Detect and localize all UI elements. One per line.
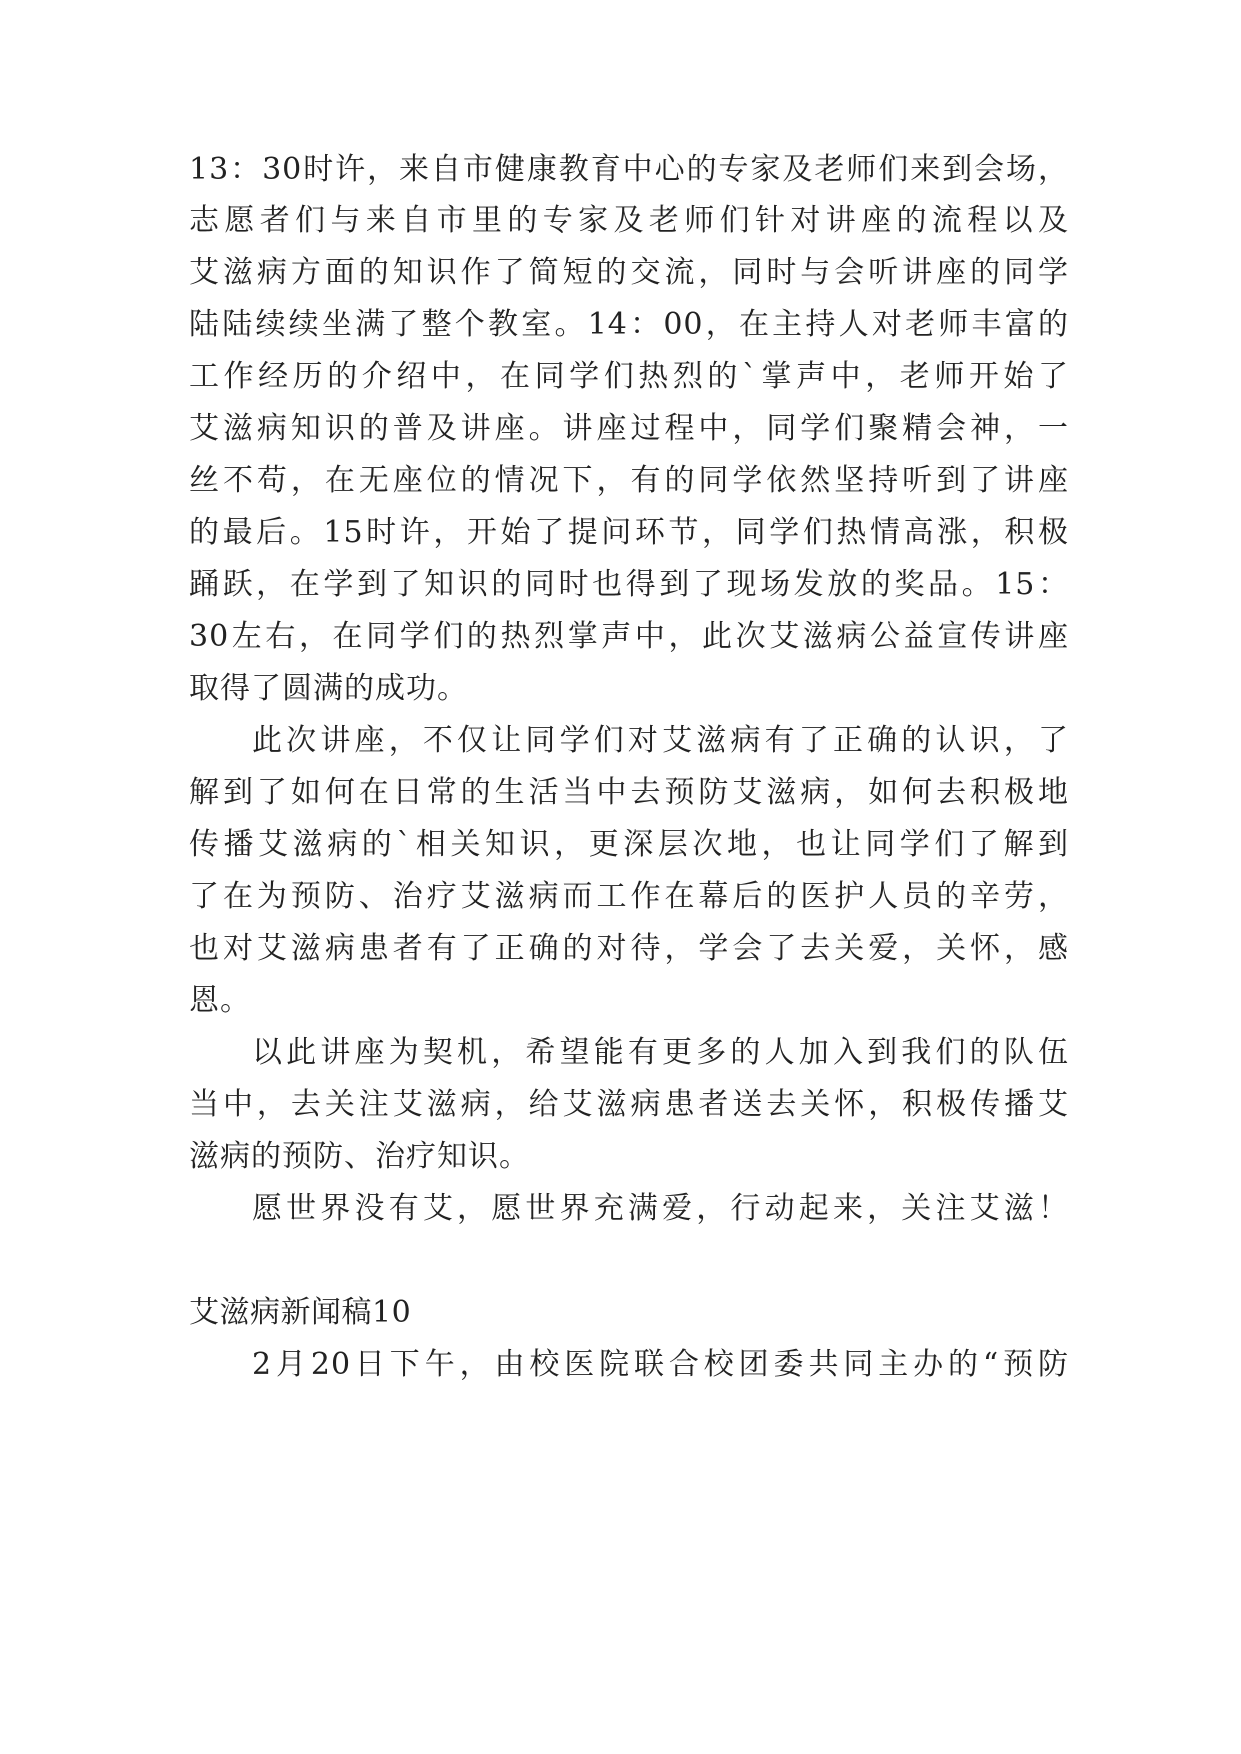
text-line: 恩。 xyxy=(189,983,251,1018)
text-line: 的最后。15时许，开始了提问环节，同学们热情高涨，积极 xyxy=(189,515,1069,550)
text-line: 30左右，在同学们的热烈掌声中，此次艾滋病公益宣传讲座 xyxy=(189,619,1069,654)
paragraph-first-line: 此次讲座，不仅让同学们对艾滋病有了正确的认识，了 xyxy=(252,723,1069,758)
text-line: 丝不苟，在无座位的情况下，有的同学依然坚持听到了讲座 xyxy=(189,463,1069,498)
text-line: 当中，去关注艾滋病，给艾滋病患者送去关怀，积极传播艾 xyxy=(189,1087,1069,1122)
text-line: 传播艾滋病的`相关知识，更深层次地，也让同学们了解到 xyxy=(189,827,1069,862)
text-line: 了在为预防、治疗艾滋病而工作在幕后的医护人员的辛劳， xyxy=(189,879,1069,914)
text-line: 陆陆续续坐满了整个教室。14：00，在主持人对老师丰富的 xyxy=(189,307,1069,342)
text-line: 13：30时许，来自市健康教育中心的专家及老师们来到会场， xyxy=(189,152,1069,187)
closing-slogan: 愿世界没有艾，愿世界充满爱，行动起来，关注艾滋！ xyxy=(252,1191,1069,1226)
text-line: 艾滋病知识的普及讲座。讲座过程中，同学们聚精会神，一 xyxy=(189,411,1069,446)
text-line: 滋病的预防、治疗知识。 xyxy=(189,1139,530,1174)
article-heading: 艾滋病新闻稿10 xyxy=(189,1295,412,1330)
text-line: 工作经历的介绍中，在同学们热烈的`掌声中，老师开始了 xyxy=(189,359,1069,394)
text-line: 踊跃，在学到了知识的同时也得到了现场发放的奖品。15： xyxy=(189,567,1069,602)
text-line: 取得了圆满的成功。 xyxy=(189,671,468,706)
paragraph-first-line: 以此讲座为契机，希望能有更多的人加入到我们的队伍 xyxy=(252,1035,1069,1070)
text-line: 志愿者们与来自市里的专家及老师们针对讲座的流程以及 xyxy=(189,203,1069,238)
paragraph-first-line: 2月20日下午，由校医院联合校团委共同主办的“预防 xyxy=(252,1347,1069,1382)
text-line: 艾滋病方面的知识作了简短的交流，同时与会听讲座的同学 xyxy=(189,255,1069,290)
text-line: 解到了如何在日常的生活当中去预防艾滋病，如何去积极地 xyxy=(189,775,1069,810)
text-line: 也对艾滋病患者有了正确的对待，学会了去关爱，关怀，感 xyxy=(189,931,1069,966)
